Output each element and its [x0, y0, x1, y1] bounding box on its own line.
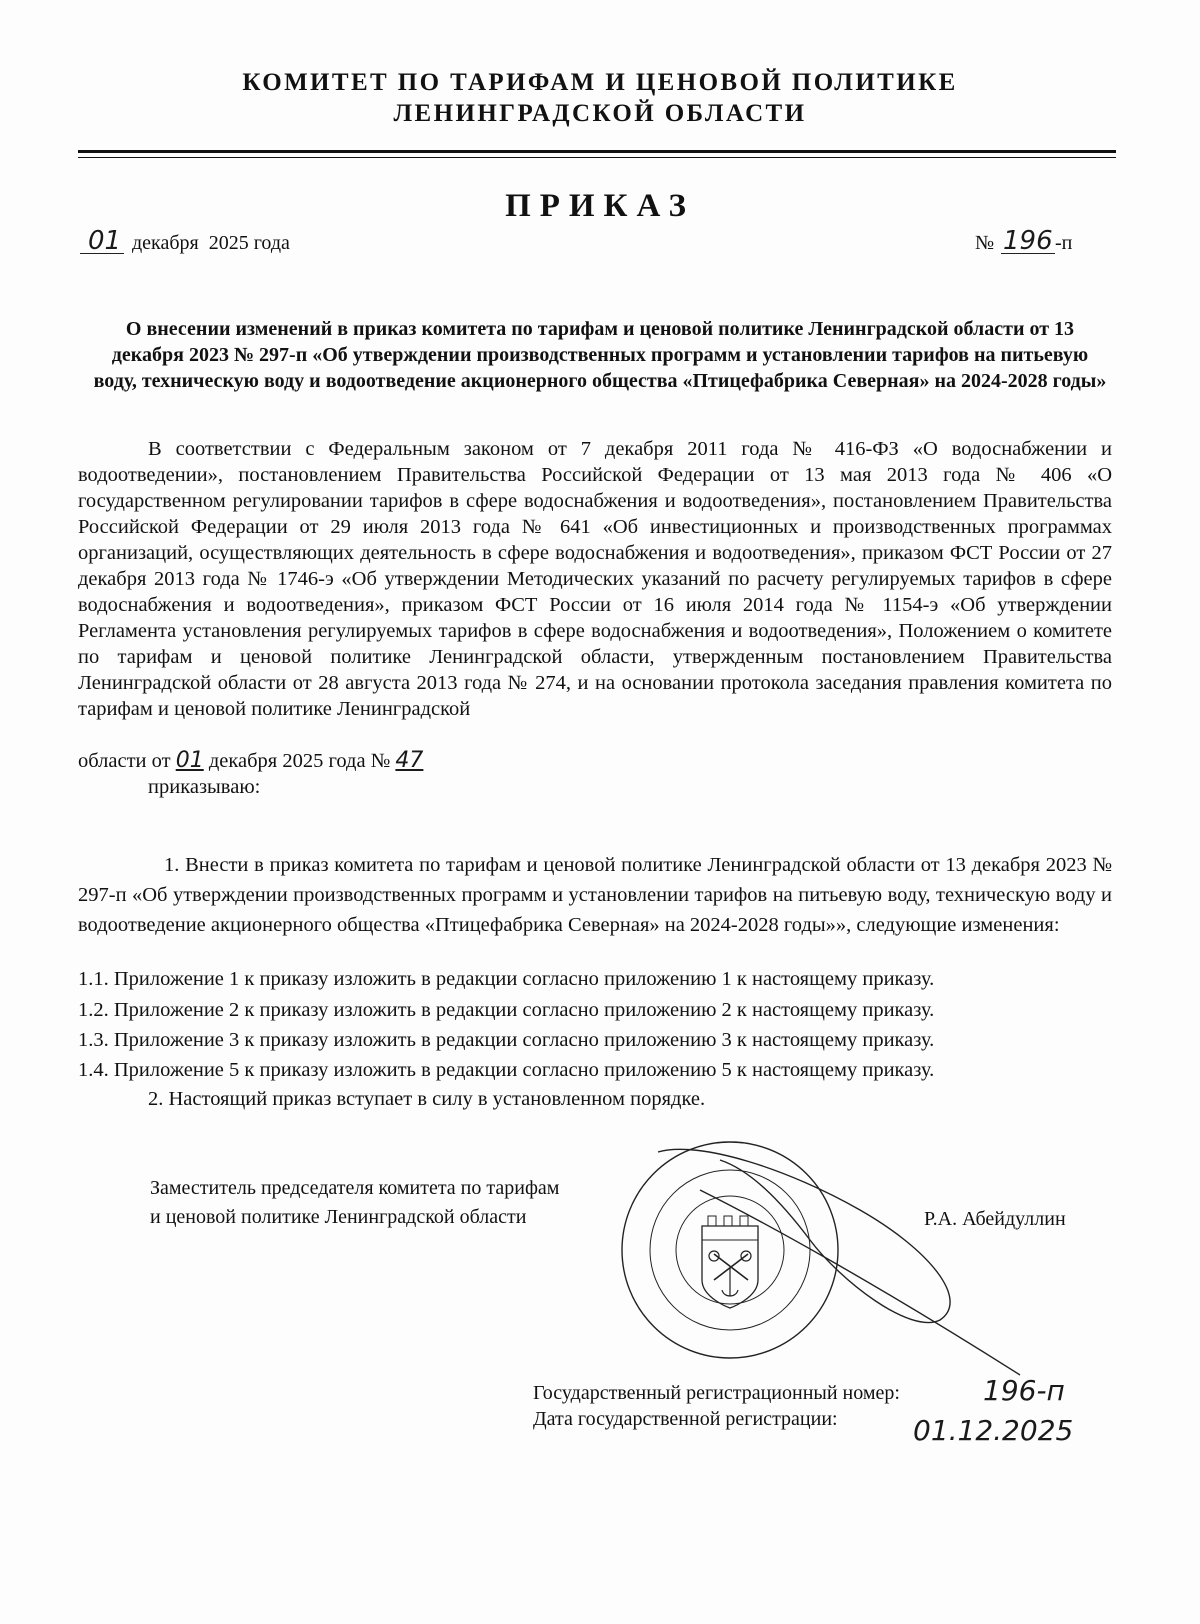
org-name-line-2: ЛЕНИНГРАДСКОЙ ОБЛАСТИ — [393, 100, 807, 127]
preamble-last-line — [78, 748, 423, 773]
document-heading: О внесении изменений в приказ комитета по тарифам и ценовой политике Ленинградской области от 13 декабря 2023 № 297-п «Об утверждении производственных программ и установлении тарифов на питьевую воду, техническую воду и водоотведение акционерного общества «Птицефабрика Северная» на 2024-2028 годы» — [93, 318, 1107, 392]
order-word: приказываю: — [148, 776, 261, 798]
order-number-prefix: № — [975, 232, 995, 254]
item-2: 2. Настоящий приказ вступает в силу в установленном порядке. — [148, 1088, 706, 1110]
registration-number-handwritten: 196-п — [983, 1374, 1065, 1407]
date-day-handwritten: 01 — [88, 226, 122, 256]
signature-and-stamp — [610, 1130, 1040, 1390]
header-rule-thick — [78, 150, 1116, 153]
registration-number-label: Государственный регистрационный номер: — [533, 1382, 900, 1404]
item-1: 1. Внести в приказ комитета по тарифам и ценовой политике Ленинградской области от 13 декабря 2023 № 297-п «Об утверждении производственных программ и установлении тарифов на питьевую воду, техническую воду и водоотведение акционерного общества «Птицефабрика Северная» на 2024-2028 годы»», следующие изменения: — [78, 854, 1112, 936]
preamble-last-prefix: области от — [78, 750, 176, 772]
preamble-last-mid: декабря 2025 года № — [203, 750, 396, 772]
document-title: ПРИКАЗ — [505, 188, 695, 224]
registration-date-label: Дата государственной регистрации: — [533, 1408, 838, 1430]
subitem-1-2: 1.2. Приложение 2 к приказу изложить в редакции согласно приложению 2 к настоящему приказу. — [78, 999, 935, 1021]
order-number-suffix: -п — [1055, 232, 1073, 254]
official-seal-icon — [622, 1142, 838, 1358]
handwritten-signature — [658, 1149, 1020, 1375]
date-line — [80, 226, 380, 260]
subitem-1-4: 1.4. Приложение 5 к приказу изложить в редакции согласно приложению 5 к настоящему приказу. — [78, 1059, 935, 1081]
signatory-position-line-1: Заместитель председателя комитета по тарифам — [150, 1177, 560, 1199]
order-number — [975, 226, 1105, 260]
registration-date-handwritten: 01.12.2025 — [913, 1414, 1074, 1447]
order-number-handwritten: 196 — [1003, 226, 1053, 256]
preamble-text: В соответствии с Федеральным законом от 7 декабря 2011 года № 416-ФЗ «О водоснабжении и водоотведении», постановлением Правительства Российской Федерации от 13 мая 2013 года № 406 «О государственном регулировании тарифов в сфере водоснабжения и водоотведения», постановлением Правительства Российской Федерации от 29 июля 2013 года № 641 «Об инвестиционных и производственных программах организаций, осуществляющих деятельность в сфере водоснабжения и водоотведения», приказом ФСТ России от 27 декабря 2013 года № 1746-э «Об утверждении Методических указаний по расчету регулируемых тарифов в сфере водоснабжения и водоотведения», приказом ФСТ России от 16 июля 2014 года № 1154-э «Об утверждении Регламента установления регулируемых тарифов в сфере водоснабжения и водоотведения», Положением о комитете по тарифам и ценовой политике Ленинградской области, утвержденным постановлением Правительства Ленинградской области от 28 августа 2013 года № 274, и на основании протокола заседания правления комитета по тарифам и ценовой политике Ленинградской — [78, 438, 1112, 720]
signatory-name: Р.А. Абейдуллин — [924, 1208, 1066, 1230]
preamble-paragraph — [78, 436, 1112, 722]
signatory-position-line-2: и ценовой политике Ленинградской области — [150, 1206, 527, 1228]
date-day-underline — [80, 253, 124, 254]
subitem-1-1: 1.1. Приложение 1 к приказу изложить в редакции согласно приложению 1 к настоящему приказу. — [78, 968, 935, 990]
header-rule-thin — [78, 157, 1116, 158]
org-name-line-1: КОМИТЕТ ПО ТАРИФАМ И ЦЕНОВОЙ ПОЛИТИКЕ — [242, 69, 958, 96]
preamble-day-handwritten: 01 — [175, 748, 204, 773]
preamble-number-handwritten: 47 — [395, 748, 424, 773]
subitem-1-3: 1.3. Приложение 3 к приказу изложить в редакции согласно приложению 3 к настоящему приказу. — [78, 1029, 935, 1051]
order-number-underline — [1001, 253, 1055, 254]
date-text: декабря 2025 года — [132, 232, 290, 254]
